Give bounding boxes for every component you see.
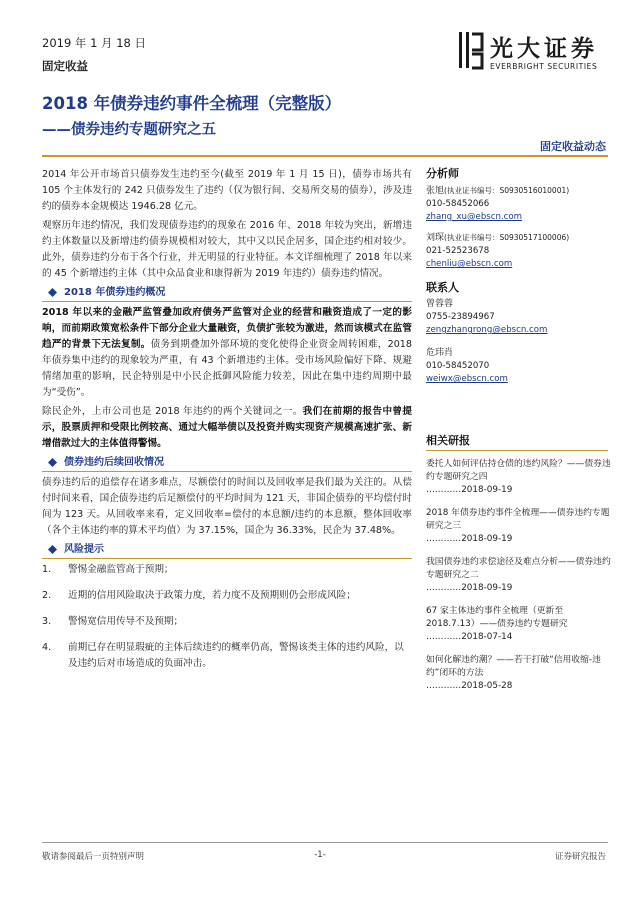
related-reports-list xyxy=(426,458,612,703)
logo-english-name: EVERBRIGHT SECURITIES xyxy=(490,62,598,71)
list-number: 1. xyxy=(42,564,52,575)
analyst-email-link[interactable]: zhang_xu@ebscn.com xyxy=(426,212,523,222)
related-report-title: 如何化解违约潮？——若干打破“信用收缩-违约”闭环的方法 xyxy=(426,655,601,678)
diamond-bullet-icon xyxy=(48,545,57,554)
page-number: -1- xyxy=(314,850,326,860)
report-title: 2018 年债券违约事件全梳理（完整版） xyxy=(42,94,342,113)
overview-text: 债务到期叠加外部环境的变化使得企业资金周转困难，2018 年债券集中违约的现象较为严重，有 43 个新增违约主体。受市场风险偏好下降、规避情绪加重的影响，民企特别是中小民企抵御风险能力较差，因此在集中违约周期中最为“受伤”。 xyxy=(42,339,413,398)
overview-bold-text: 2018 年以来的金融严监管叠加政府债务严监管对企业的经营和融资造成了一定的影响，而前期政策宽松条件下部分企业大量融资，负债扩张较为激进，然而该模式在监管趋严的背景下无法复制。 xyxy=(42,307,412,350)
related-report-date: …………2018-09-19 xyxy=(426,583,513,593)
related-report-item[interactable] xyxy=(426,605,612,644)
footer-report-type: 证券研究报告 xyxy=(554,852,606,862)
logo-chinese-name: 光大证券 xyxy=(490,35,598,62)
list-number: 2. xyxy=(42,590,52,601)
list-item xyxy=(42,588,412,604)
section-divider xyxy=(42,471,412,472)
section-title: 风险提示 xyxy=(64,544,104,555)
overview-paragraph-1 xyxy=(42,305,412,401)
section-heading-overview xyxy=(42,285,412,300)
analyst-card xyxy=(426,184,612,224)
related-report-title: 2018 年债券违约事件全梳理——债券违约专题研究之三 xyxy=(426,508,610,531)
list-text: 近期的信用风险取决于政策力度，若力度不及预期则仍会形成风险； xyxy=(68,590,356,601)
section-divider xyxy=(42,301,412,302)
analyst-phone: 010-58452066 xyxy=(426,199,490,209)
report-date: 2019 年 1 月 18 日 xyxy=(42,36,146,50)
contact-card xyxy=(426,298,612,337)
analysts-heading: 分析师 xyxy=(426,167,459,180)
overview-bold-text: 我们在前期的报告中曾提示，股票质押和受限比例较高、通过大幅举债以及投资并购实现资产规模高速扩张、新增借款过大的主体值得警惕。 xyxy=(42,406,413,449)
related-report-item[interactable] xyxy=(426,654,612,693)
analyst-card xyxy=(426,231,612,271)
related-report-title: 委托人如何评估持仓债的违约风险？——债券违约专题研究之四 xyxy=(426,459,611,482)
contact-card xyxy=(426,347,612,386)
analyst-cert: (执业证书编号：S0930516010001) xyxy=(444,186,570,195)
header-divider xyxy=(42,155,608,157)
related-report-title: 67 家主体违约事件全梳理（更新至2018.7.13）——债券违约专题研究 xyxy=(426,606,568,629)
section-title: 2018 年债券违约概况 xyxy=(64,287,166,298)
report-subtitle: ——债券违约专题研究之五 xyxy=(42,122,216,138)
section-heading-risk xyxy=(42,542,412,557)
contacts-heading: 联系人 xyxy=(426,281,459,294)
contact-email-link[interactable]: zengzhangrong@ebscn.com xyxy=(426,325,548,335)
related-report-date: …………2018-09-19 xyxy=(426,485,513,495)
report-category: 固定收益 xyxy=(42,59,88,73)
related-report-item[interactable] xyxy=(426,507,612,546)
sidebar xyxy=(426,167,612,393)
main-column xyxy=(42,167,412,682)
related-report-date: …………2018-07-14 xyxy=(426,632,513,642)
contact-name: 曾蓉蓉 xyxy=(426,299,454,309)
contact-phone: 0755-23894967 xyxy=(426,312,495,322)
footer-disclaimer: 敬请参阅最后一页特别声明 xyxy=(42,852,145,862)
overview-paragraph-2 xyxy=(42,404,412,452)
analyst-name: 刘琛 xyxy=(426,233,445,243)
analyst-email-link[interactable]: chenliu@ebscn.com xyxy=(426,259,513,269)
list-text: 前期已存在明显瑕疵的主体后续违约的概率仍高，警惕该类主体的违约风险，以及违约后对市场造成的负面冲击。 xyxy=(68,642,404,669)
section-heading-recovery xyxy=(42,455,412,470)
related-report-title: 我国债券违约求偿途径及难点分析——债券违约专题研究之二 xyxy=(426,557,611,580)
list-number: 4. xyxy=(42,642,52,653)
related-report-item[interactable] xyxy=(426,556,612,595)
related-report-date: …………2018-09-19 xyxy=(426,534,513,544)
overview-text: 除民企外，上市公司也是 2018 年违约的两个关键词之一。 xyxy=(42,406,303,417)
list-text: 警惕宽信用传导不及预期； xyxy=(68,616,184,627)
recovery-paragraph: 债券违约后的追偿存在诸多难点，尽额偿付的时间以及回收率是我们最为关注的。从偿付时间来看，国企债券违约后足额偿付的平均时间为 121 天，非国企债券的平均偿付时间为 123 天。从回收率来看，定义回收率=偿付的本息额/违约的本息额，整体回收率（各个主体违约率的算术平均值）为 37.15%，国企为 36.33%，民企为 37.48%。 xyxy=(42,477,412,536)
footer-divider xyxy=(42,842,608,843)
contact-phone: 010-58452070 xyxy=(426,361,490,371)
contact-email-link[interactable]: weiwx@ebscn.com xyxy=(426,374,508,384)
column-tag: 固定收益动态 xyxy=(540,140,606,153)
list-item xyxy=(42,614,412,630)
list-item xyxy=(42,640,412,672)
related-reports-heading: 相关研报 xyxy=(426,434,470,447)
section-divider xyxy=(42,558,412,559)
section-title: 债券违约后续回收情况 xyxy=(64,457,164,468)
everbright-logo-mark-icon xyxy=(456,30,484,70)
everbright-logo xyxy=(456,28,606,78)
intro-paragraph-2: 观察历年违约情况，我们发现债券违约的现象在 2016 年、2018 年较为突出，新增违约主体数量以及新增违约债券规模相对较大，其中又以民企居多，国企违约相对较少。此外，债券违约分布于各个行业，并无明显的行业特征。本文详细梳理了 2018 年以来的 45 个新增违约主体（其中众品食业和康得新为 2019 年违约）债券违约情况。 xyxy=(42,220,412,279)
list-number: 3. xyxy=(42,616,52,627)
intro-paragraph-1: 2014 年公开市场首只债券发生违约至今(截至 2019 年 1 月 15 日)，债券市场共有 105 个主体发行的 242 只债券发生了违约（仅为银行间、交易所交易的债券），涉及违约的债券本金规模达 1946.28 亿元。 xyxy=(42,169,412,212)
related-report-date: …………2018-05-28 xyxy=(426,681,513,691)
analyst-phone: 021-52523678 xyxy=(426,246,490,256)
list-item xyxy=(42,562,412,578)
related-report-item[interactable] xyxy=(426,458,612,497)
diamond-bullet-icon xyxy=(48,288,57,297)
risk-list xyxy=(42,562,412,672)
list-text: 警惕金融监管高于预期； xyxy=(68,564,174,575)
contact-name: 危玮肖 xyxy=(426,348,454,358)
analyst-name: 张旭 xyxy=(426,186,445,196)
diamond-bullet-icon xyxy=(48,458,57,467)
related-divider xyxy=(426,450,608,451)
analyst-cert: (执业证书编号：S0930517100006) xyxy=(444,233,570,242)
